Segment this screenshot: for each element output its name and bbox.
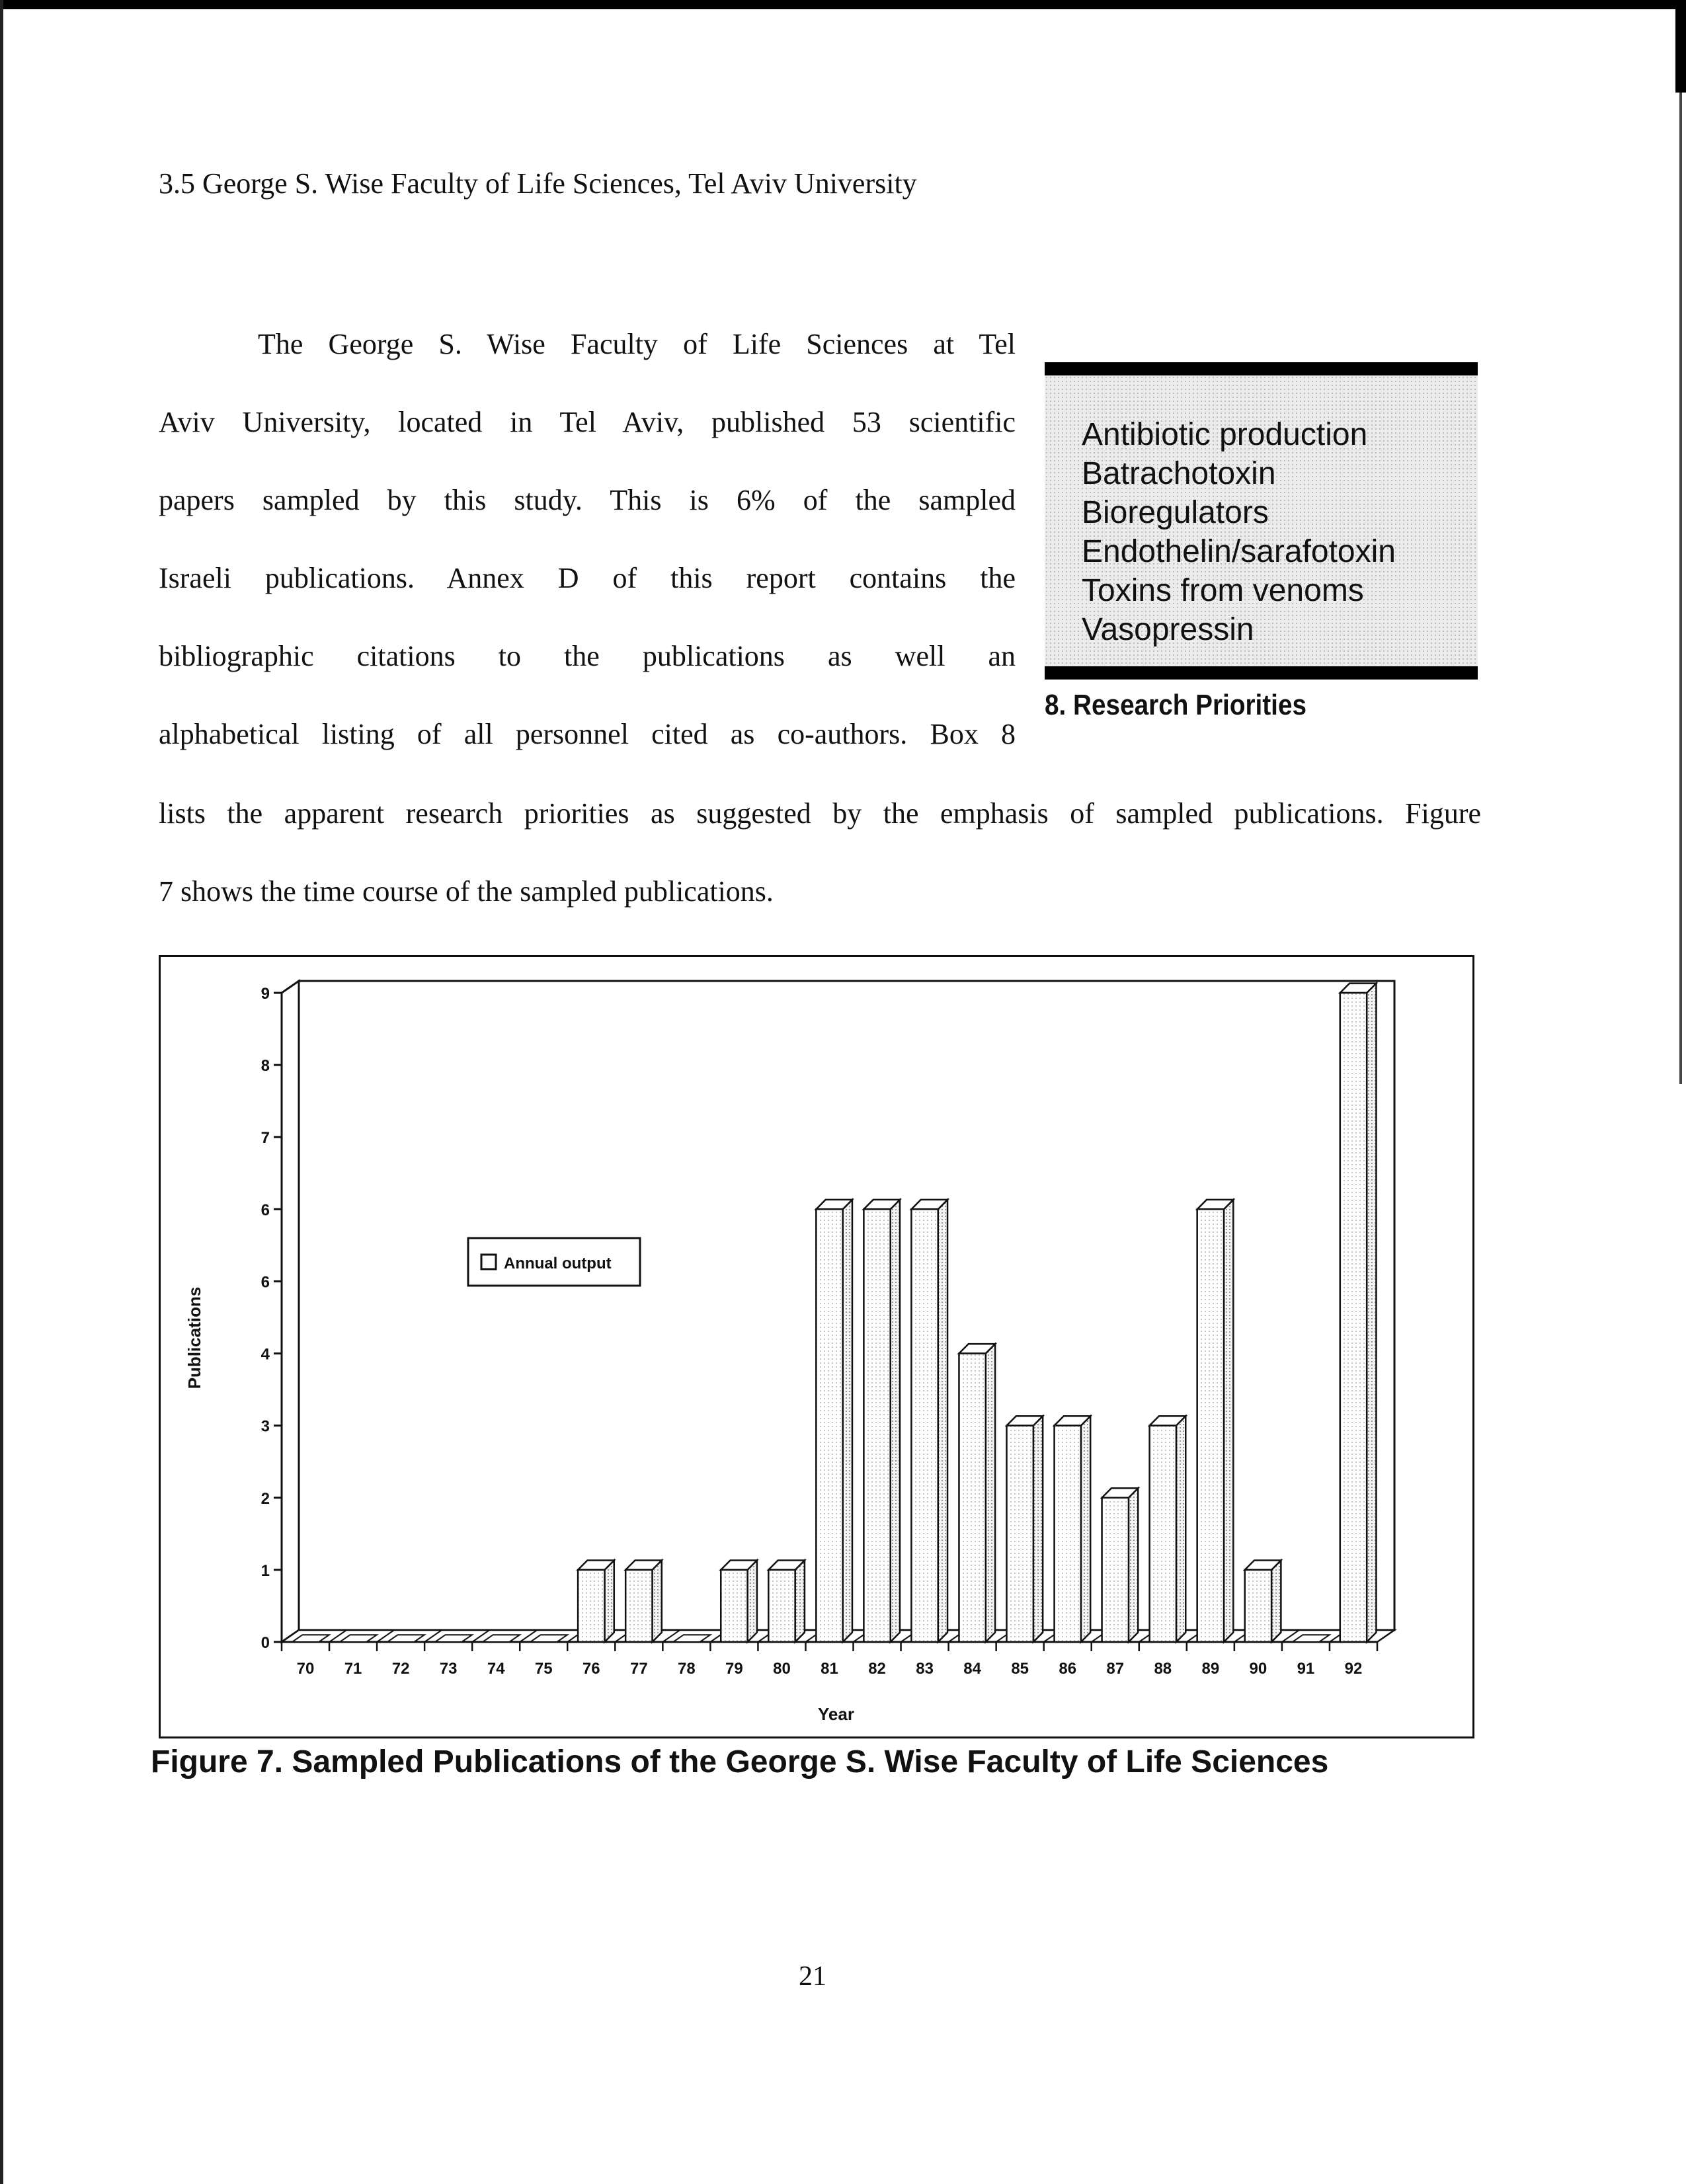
y-tick-label: 9	[261, 985, 270, 1003]
y-tick-label: 4	[261, 1345, 270, 1364]
x-tick-label: 74	[487, 1660, 505, 1678]
scan-border-right-line	[1679, 93, 1682, 1084]
paragraph-line: bibliographic citations to the publications as well an	[159, 640, 1016, 672]
x-tick-label: 88	[1154, 1660, 1172, 1678]
priority-item: Endothelin/sarafotoxin	[1082, 534, 1396, 569]
bar-side	[748, 1560, 757, 1642]
box-caption: 8. Research Priorities	[1045, 689, 1307, 721]
x-tick-label: 77	[629, 1660, 648, 1678]
bar-front	[863, 1209, 890, 1642]
research-priorities-box	[1045, 362, 1478, 722]
bar-front	[1150, 1426, 1176, 1642]
bar-76	[578, 1560, 614, 1642]
x-tick-label: 85	[1011, 1660, 1029, 1678]
x-tick-label: 81	[821, 1660, 838, 1678]
priority-item: Toxins from venoms	[1082, 573, 1364, 608]
paragraph-line: 7 shows the time course of the sampled publications.	[159, 875, 774, 908]
priority-item: Bioregulators	[1082, 495, 1269, 530]
scan-border-left	[0, 0, 3, 2184]
bar-side	[938, 1200, 947, 1642]
bar-79	[721, 1560, 757, 1642]
bar-side	[1176, 1416, 1185, 1642]
paragraph-full	[159, 775, 1481, 931]
box-body	[1045, 375, 1478, 666]
bar-84	[959, 1344, 995, 1642]
paragraph-line: Israeli publications. Annex D of this report contains the	[159, 562, 1016, 594]
bar-front	[1007, 1426, 1033, 1642]
x-tick-label: 76	[582, 1660, 600, 1678]
bar-front	[1245, 1570, 1271, 1642]
bar-82	[863, 1200, 900, 1642]
y-tick-label: 6	[261, 1273, 270, 1292]
page-number: 21	[799, 1961, 826, 1992]
x-tick-label: 86	[1059, 1660, 1077, 1678]
x-tick-label: 71	[344, 1660, 362, 1678]
figure-caption: Figure 7. Sampled Publications of the George S. Wise Faculty of Life Sciences	[151, 1744, 1329, 1779]
bar-89	[1197, 1200, 1234, 1642]
bar-side	[1224, 1200, 1233, 1642]
bar-front	[911, 1209, 938, 1642]
chart-left-wall	[282, 981, 299, 1642]
paragraph-line: The George S. Wise Faculty of Life Sciences at Tel	[258, 328, 1016, 360]
x-tick-label: 91	[1297, 1660, 1315, 1678]
bar-front	[816, 1209, 842, 1642]
x-tick-label: 89	[1201, 1660, 1220, 1678]
bar-side	[1271, 1560, 1281, 1642]
bar-side	[986, 1344, 995, 1642]
bar-86	[1055, 1416, 1091, 1642]
paragraph-line: lists the apparent research priorities as suggested by the emphasis of sampled publications. Figure	[159, 797, 1481, 830]
bar-side	[652, 1560, 661, 1642]
y-tick-label: 7	[261, 1129, 270, 1148]
x-tick-label: 72	[391, 1660, 410, 1678]
y-tick-label: 8	[261, 1057, 270, 1075]
bar-front	[1197, 1209, 1224, 1642]
bar-side	[604, 1560, 614, 1642]
legend-label: Annual output	[504, 1255, 612, 1272]
x-tick-label: 87	[1106, 1660, 1125, 1678]
bar-87	[1102, 1488, 1139, 1642]
bar-front	[625, 1570, 652, 1642]
bar-side	[1081, 1416, 1090, 1642]
bar-81	[816, 1200, 852, 1642]
x-tick-label: 90	[1249, 1660, 1267, 1678]
bar-83	[911, 1200, 947, 1642]
bar-side	[795, 1560, 805, 1642]
bar-90	[1245, 1560, 1281, 1642]
bar-side	[1129, 1488, 1138, 1642]
bar-77	[625, 1560, 662, 1642]
x-tick-label: 83	[916, 1660, 934, 1678]
paragraph-left	[159, 305, 1016, 773]
scan-border-right	[1675, 0, 1686, 93]
bar-front	[1102, 1498, 1129, 1642]
priority-item: Antibiotic production	[1082, 417, 1368, 452]
y-tick-label: 2	[261, 1489, 270, 1508]
bar-front	[1055, 1426, 1081, 1642]
bar-80	[768, 1560, 805, 1642]
paragraph-line: Aviv University, located in Tel Aviv, published 53 scientific	[159, 406, 1016, 438]
bar-front	[1340, 993, 1367, 1642]
x-tick-label: 92	[1344, 1660, 1363, 1678]
x-tick-label: 82	[868, 1660, 886, 1678]
box-top-bar	[1045, 362, 1478, 375]
legend-swatch	[481, 1255, 496, 1269]
bar-front	[578, 1570, 604, 1642]
y-tick-label: 3	[261, 1417, 270, 1436]
priority-item: Vasopressin	[1082, 612, 1254, 647]
y-tick-label: 6	[261, 1201, 270, 1220]
section-title: 3.5 George S. Wise Faculty of Life Sciences, Tel Aviv University	[159, 167, 917, 200]
box-bottom-bar	[1045, 666, 1478, 680]
bar-88	[1150, 1416, 1186, 1642]
x-tick-label: 80	[773, 1660, 791, 1678]
x-tick-label: 84	[963, 1660, 981, 1678]
x-tick-label: 70	[296, 1660, 315, 1678]
bar-85	[1007, 1416, 1043, 1642]
y-axis-title: Publications	[184, 1286, 204, 1389]
x-axis-title: Year	[818, 1704, 854, 1724]
bar-front	[959, 1354, 985, 1642]
y-tick-label: 1	[261, 1561, 270, 1580]
scan-border-top	[0, 0, 1686, 9]
paragraph-line: papers sampled by this study. This is 6% of the sampled	[159, 484, 1016, 516]
bar-side	[1367, 984, 1376, 1642]
publications-bar-chart	[161, 957, 1472, 1736]
paragraph-line: alphabetical listing of all personnel cited as co-authors. Box 8	[159, 718, 1016, 750]
bar-side	[891, 1200, 900, 1642]
y-tick-label: 0	[261, 1634, 270, 1652]
bar-front	[721, 1570, 747, 1642]
priority-item: Batrachotoxin	[1082, 456, 1276, 491]
x-tick-label: 75	[534, 1660, 553, 1678]
bar-92	[1340, 984, 1377, 1642]
x-tick-label: 78	[678, 1660, 696, 1678]
bar-side	[1033, 1416, 1043, 1642]
bar-side	[843, 1200, 852, 1642]
bar-front	[768, 1570, 795, 1642]
x-tick-label: 79	[725, 1660, 743, 1678]
x-tick-label: 73	[439, 1660, 458, 1678]
